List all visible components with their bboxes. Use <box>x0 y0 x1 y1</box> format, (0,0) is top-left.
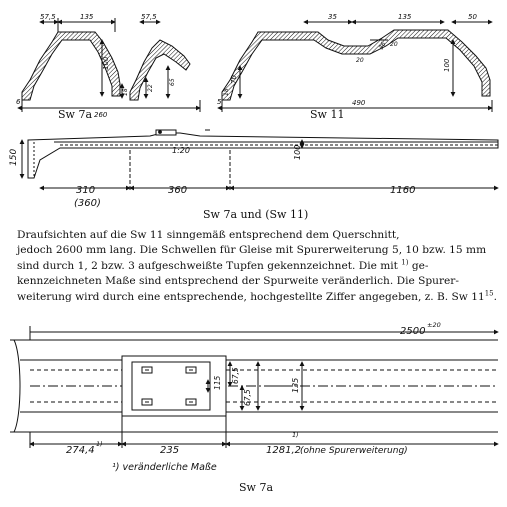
sw11-dim-base-left: 5 <box>217 98 222 106</box>
sw7a-dim-top-right: 57,5 <box>141 13 157 21</box>
middle-caption: Sw 7a und (Sw 11) <box>203 208 309 221</box>
side-dim-seg3: 1160 <box>390 185 416 196</box>
sw7a-dim-top-mid: 135 <box>80 13 94 21</box>
sw11-dim-foot: 18 <box>223 88 230 96</box>
plan-dim-total-tol: ±20 <box>427 321 441 329</box>
paragraph-line-5-text: weiterung wird durch eine entsprechende, hochgestellte Ziffer angegeben, z. B. Sw 11 <box>17 290 485 303</box>
paragraph-line-1: Draufsichten auf die Sw 11 sinngemäß entsprechend dem Querschnitt, <box>17 229 400 241</box>
paragraph-line-3-end: ge- <box>411 259 429 272</box>
sw11-dim-top-left: 35 <box>328 13 337 21</box>
description-paragraph <box>17 228 501 305</box>
plan-dim-hole-a: 115 <box>213 375 222 390</box>
plan-footnote: ¹) veränderliche Maße <box>112 462 217 473</box>
sw11-label: Sw 11 <box>310 108 345 121</box>
paragraph-line-3 <box>17 259 501 274</box>
paragraph-line-3-footnote-mark: 1) <box>401 258 409 267</box>
plan-dim-hole-d: 135 <box>291 377 300 393</box>
bottom-caption: Sw 7a <box>239 481 274 494</box>
sw11-dim-base-width: 490 <box>352 99 366 107</box>
sw7a-dim-top-left: 57,5 <box>40 13 56 21</box>
plan-dim-seg3-sup: 1) <box>292 431 299 439</box>
plan-dim-seg3: 1281,2 <box>266 445 301 456</box>
plan-dim-seg3-note: (ohne Spurerweiterung) <box>300 446 408 456</box>
sw7a-dim-base-left: 6 <box>16 98 21 106</box>
sw7a-dim-base-width: 260 <box>94 111 108 119</box>
plan-dim-hole-b: 67,5 <box>231 367 240 384</box>
sw7a-dim-inner-2: 22 <box>147 84 154 92</box>
paragraph-line-3-text: sind durch 1, 2 bzw. 3 aufgeschweißte Tupfen gekennzeichnet. Die mit <box>17 259 398 272</box>
sw11-dim-inner-c: 20 <box>390 41 398 48</box>
sw11-dim-inner-a: 20 <box>356 57 364 64</box>
side-dim-thickness: 100 <box>293 144 302 160</box>
paragraph-line-2: jedoch 2600 mm lang. Die Schwellen für Gleise mit Spurerweiterung 5, 10 bzw. 15 mm <box>17 244 487 257</box>
paragraph-line-5 <box>17 290 501 305</box>
sw7a-dim-inner-1: 65 <box>169 78 176 86</box>
sw11-dim-top-right: 50 <box>468 13 477 21</box>
sw11-dim-height-left: 70 <box>230 75 238 84</box>
side-dim-seg1: 310 <box>76 185 96 196</box>
sw7a-dim-foot: 18 <box>122 88 129 96</box>
side-dim-seg1-alt: (360) <box>74 198 101 209</box>
side-dim-web: 1:20 <box>172 146 190 155</box>
paragraph-line-5-end: . <box>493 290 497 303</box>
plan-dim-hole-c: 67,5 <box>243 389 252 406</box>
paragraph-line-4: kennzeichneten Maße sind entsprechend der Spurweite veränderlich. Die Spurer- <box>17 275 459 288</box>
sw7a-dim-height: 100 <box>102 56 110 70</box>
paragraph-line-5-superscript: 15 <box>484 289 494 298</box>
sw7a-label: Sw 7a <box>58 108 93 121</box>
plan-view-sw7a <box>10 326 498 448</box>
sw11-dim-height-right: 100 <box>443 58 451 72</box>
plan-dim-seg2: 235 <box>160 445 180 456</box>
plan-dim-total: 2500 <box>400 326 426 337</box>
side-dim-height: 150 <box>9 148 19 166</box>
side-dim-seg2: 360 <box>168 185 188 196</box>
plan-dim-seg1-sup: 1) <box>96 440 103 448</box>
sw11-dim-top-mid: 135 <box>398 13 412 21</box>
side-view-sw7a-sw11 <box>22 130 498 192</box>
sw11-dim-inner-b: 36 <box>377 40 388 51</box>
plan-dim-seg1: 274,4 <box>66 445 95 456</box>
